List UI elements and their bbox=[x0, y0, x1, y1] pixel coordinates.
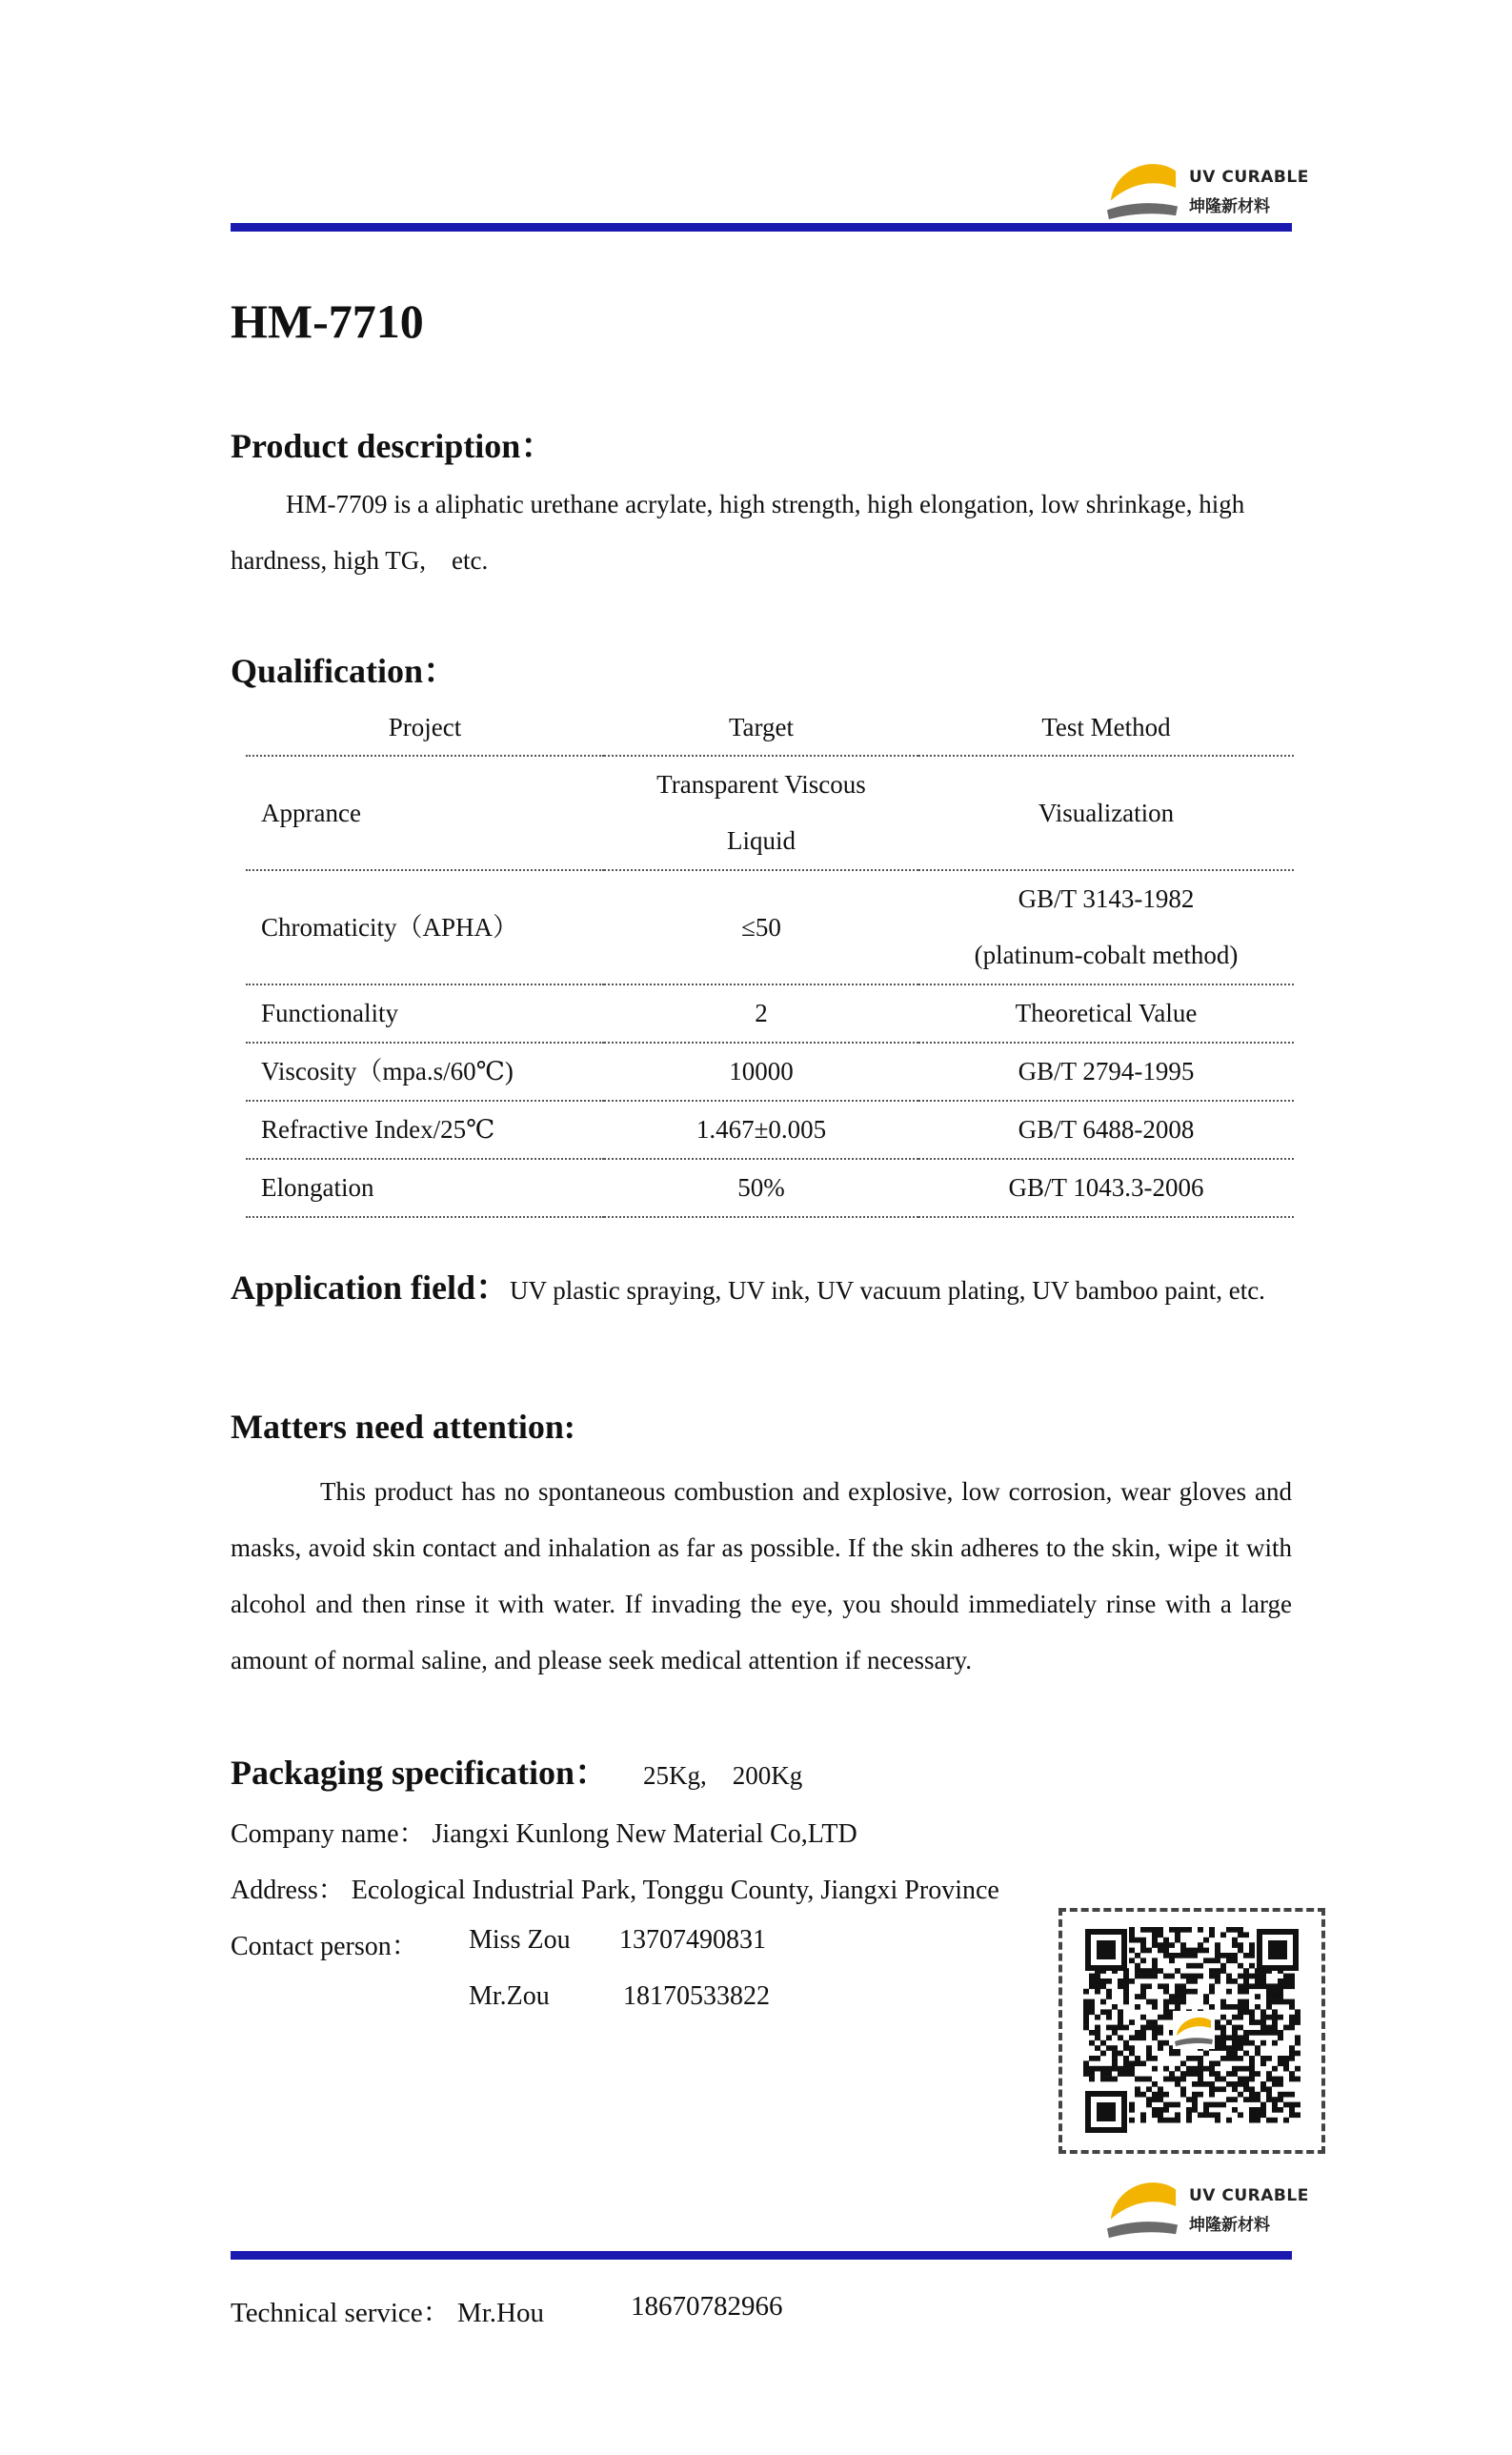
cell-target bbox=[604, 756, 918, 870]
application-text: UV plastic spraying, UV ink, UV vacuum plating, UV bamboo paint, etc. bbox=[510, 1276, 1265, 1305]
company-label: Company name： bbox=[231, 1819, 426, 1849]
cell-method: GB/T 2794-1995 bbox=[918, 1043, 1294, 1101]
logo-text-cn: 坤隆新材料 bbox=[1189, 2216, 1270, 2235]
logo-text-en: UV CURABLE bbox=[1189, 168, 1309, 187]
cell-project: Functionality bbox=[246, 984, 604, 1043]
cell-method-line: GB/T 3143-1982 bbox=[1018, 884, 1195, 913]
contact-name-2: Mr.Zou bbox=[469, 1981, 550, 2011]
cell-target-line: Liquid bbox=[727, 826, 796, 855]
cell-project: Elongation bbox=[246, 1159, 604, 1217]
technical-service-line bbox=[231, 2291, 544, 2330]
table-row bbox=[246, 756, 1294, 870]
cell-target: 2 bbox=[604, 984, 918, 1043]
cell-target: 50% bbox=[604, 1159, 918, 1217]
attention-text: This product has no spontaneous combustion and explosive, low corrosion, wear gloves and masks, avoid skin contact and inhalation as far as possible. If the skin adheres to the skin, wipe it with alcohol and then rinse it with water. If invading the eye, you should immediately rinse with a large amount of normal saline, and please seek medical attention if necessary. bbox=[231, 1477, 1292, 1674]
address-label: Address： bbox=[231, 1876, 345, 1905]
cell-project: Chromaticity（APHA） bbox=[246, 870, 604, 984]
qr-code bbox=[1058, 1908, 1325, 2154]
cell-project: Apprance bbox=[246, 756, 604, 870]
contact-name-1: Miss Zou bbox=[469, 1925, 571, 1955]
table-row bbox=[246, 1101, 1294, 1159]
company-line bbox=[231, 1813, 857, 1851]
table-row bbox=[246, 1159, 1294, 1217]
packaging-value: 25Kg, 200Kg bbox=[642, 1761, 803, 1790]
cell-method: Visualization bbox=[918, 756, 1294, 870]
qualification-table bbox=[246, 700, 1294, 1218]
contact-label: Contact person： bbox=[231, 1932, 418, 1961]
company-value: Jiangxi Kunlong New Material Co,LTD bbox=[432, 1819, 857, 1849]
footer-rule bbox=[231, 2251, 1292, 2260]
cell-target: ≤50 bbox=[604, 870, 918, 984]
qr-code-icon bbox=[1062, 1912, 1321, 2150]
col-header-method: Test Method bbox=[918, 700, 1294, 756]
table-row bbox=[246, 870, 1294, 984]
cell-project: Refractive Index/25℃ bbox=[246, 1101, 604, 1159]
header-rule bbox=[231, 223, 1292, 232]
cell-method: GB/T 1043.3-2006 bbox=[918, 1159, 1294, 1217]
table-row bbox=[246, 984, 1294, 1043]
cell-target: 1.467±0.005 bbox=[604, 1101, 918, 1159]
product-description-heading: Product description： bbox=[231, 427, 555, 465]
technical-service-phone: 18670782966 bbox=[631, 2291, 783, 2322]
logo-text-en: UV CURABLE bbox=[1189, 2186, 1309, 2205]
cell-target: 10000 bbox=[604, 1043, 918, 1101]
col-header-target: Target bbox=[604, 700, 918, 756]
cell-project: Viscosity（mpa.s/60℃) bbox=[246, 1043, 604, 1101]
footer-logo bbox=[1105, 2169, 1309, 2245]
contact-phone-1: 13707490831 bbox=[619, 1925, 766, 1955]
contact-phone-2: 18170533822 bbox=[623, 1981, 770, 2011]
address-line bbox=[231, 1869, 999, 1907]
application-heading: Application field： bbox=[231, 1268, 511, 1307]
address-value: Ecological Industrial Park, Tonggu County, Jiangxi Province bbox=[351, 1876, 999, 1905]
qualification-heading: Qualification： bbox=[231, 652, 458, 690]
header-logo bbox=[1105, 151, 1309, 227]
cell-method bbox=[918, 870, 1294, 984]
product-description-text: HM-7709 is a aliphatic urethane acrylate, high strength, high elongation, low shrinkage, high hardness, high TG, etc. bbox=[231, 490, 1245, 575]
cell-method: Theoretical Value bbox=[918, 984, 1294, 1043]
logo-mark-icon bbox=[1105, 151, 1179, 225]
table-header-row bbox=[246, 700, 1294, 756]
table-row bbox=[246, 1043, 1294, 1101]
cell-method: GB/T 6488-2008 bbox=[918, 1101, 1294, 1159]
cell-target-line: Transparent Viscous bbox=[656, 770, 866, 799]
packaging-heading: Packaging specification： bbox=[231, 1754, 609, 1792]
page-title: HM-7710 bbox=[231, 294, 424, 348]
packaging-line bbox=[231, 1746, 802, 1795]
application-paragraph bbox=[231, 1260, 1292, 1319]
logo-mark-icon bbox=[1105, 2169, 1179, 2243]
technical-service-name: Mr.Hou bbox=[456, 2298, 544, 2328]
cell-method-line: (platinum-cobalt method) bbox=[974, 941, 1239, 969]
logo-text-cn: 坤隆新材料 bbox=[1189, 197, 1270, 216]
technical-service-label: Technical service： bbox=[231, 2298, 451, 2328]
attention-heading: Matters need attention: bbox=[231, 1408, 575, 1446]
col-header-project: Project bbox=[246, 700, 604, 756]
